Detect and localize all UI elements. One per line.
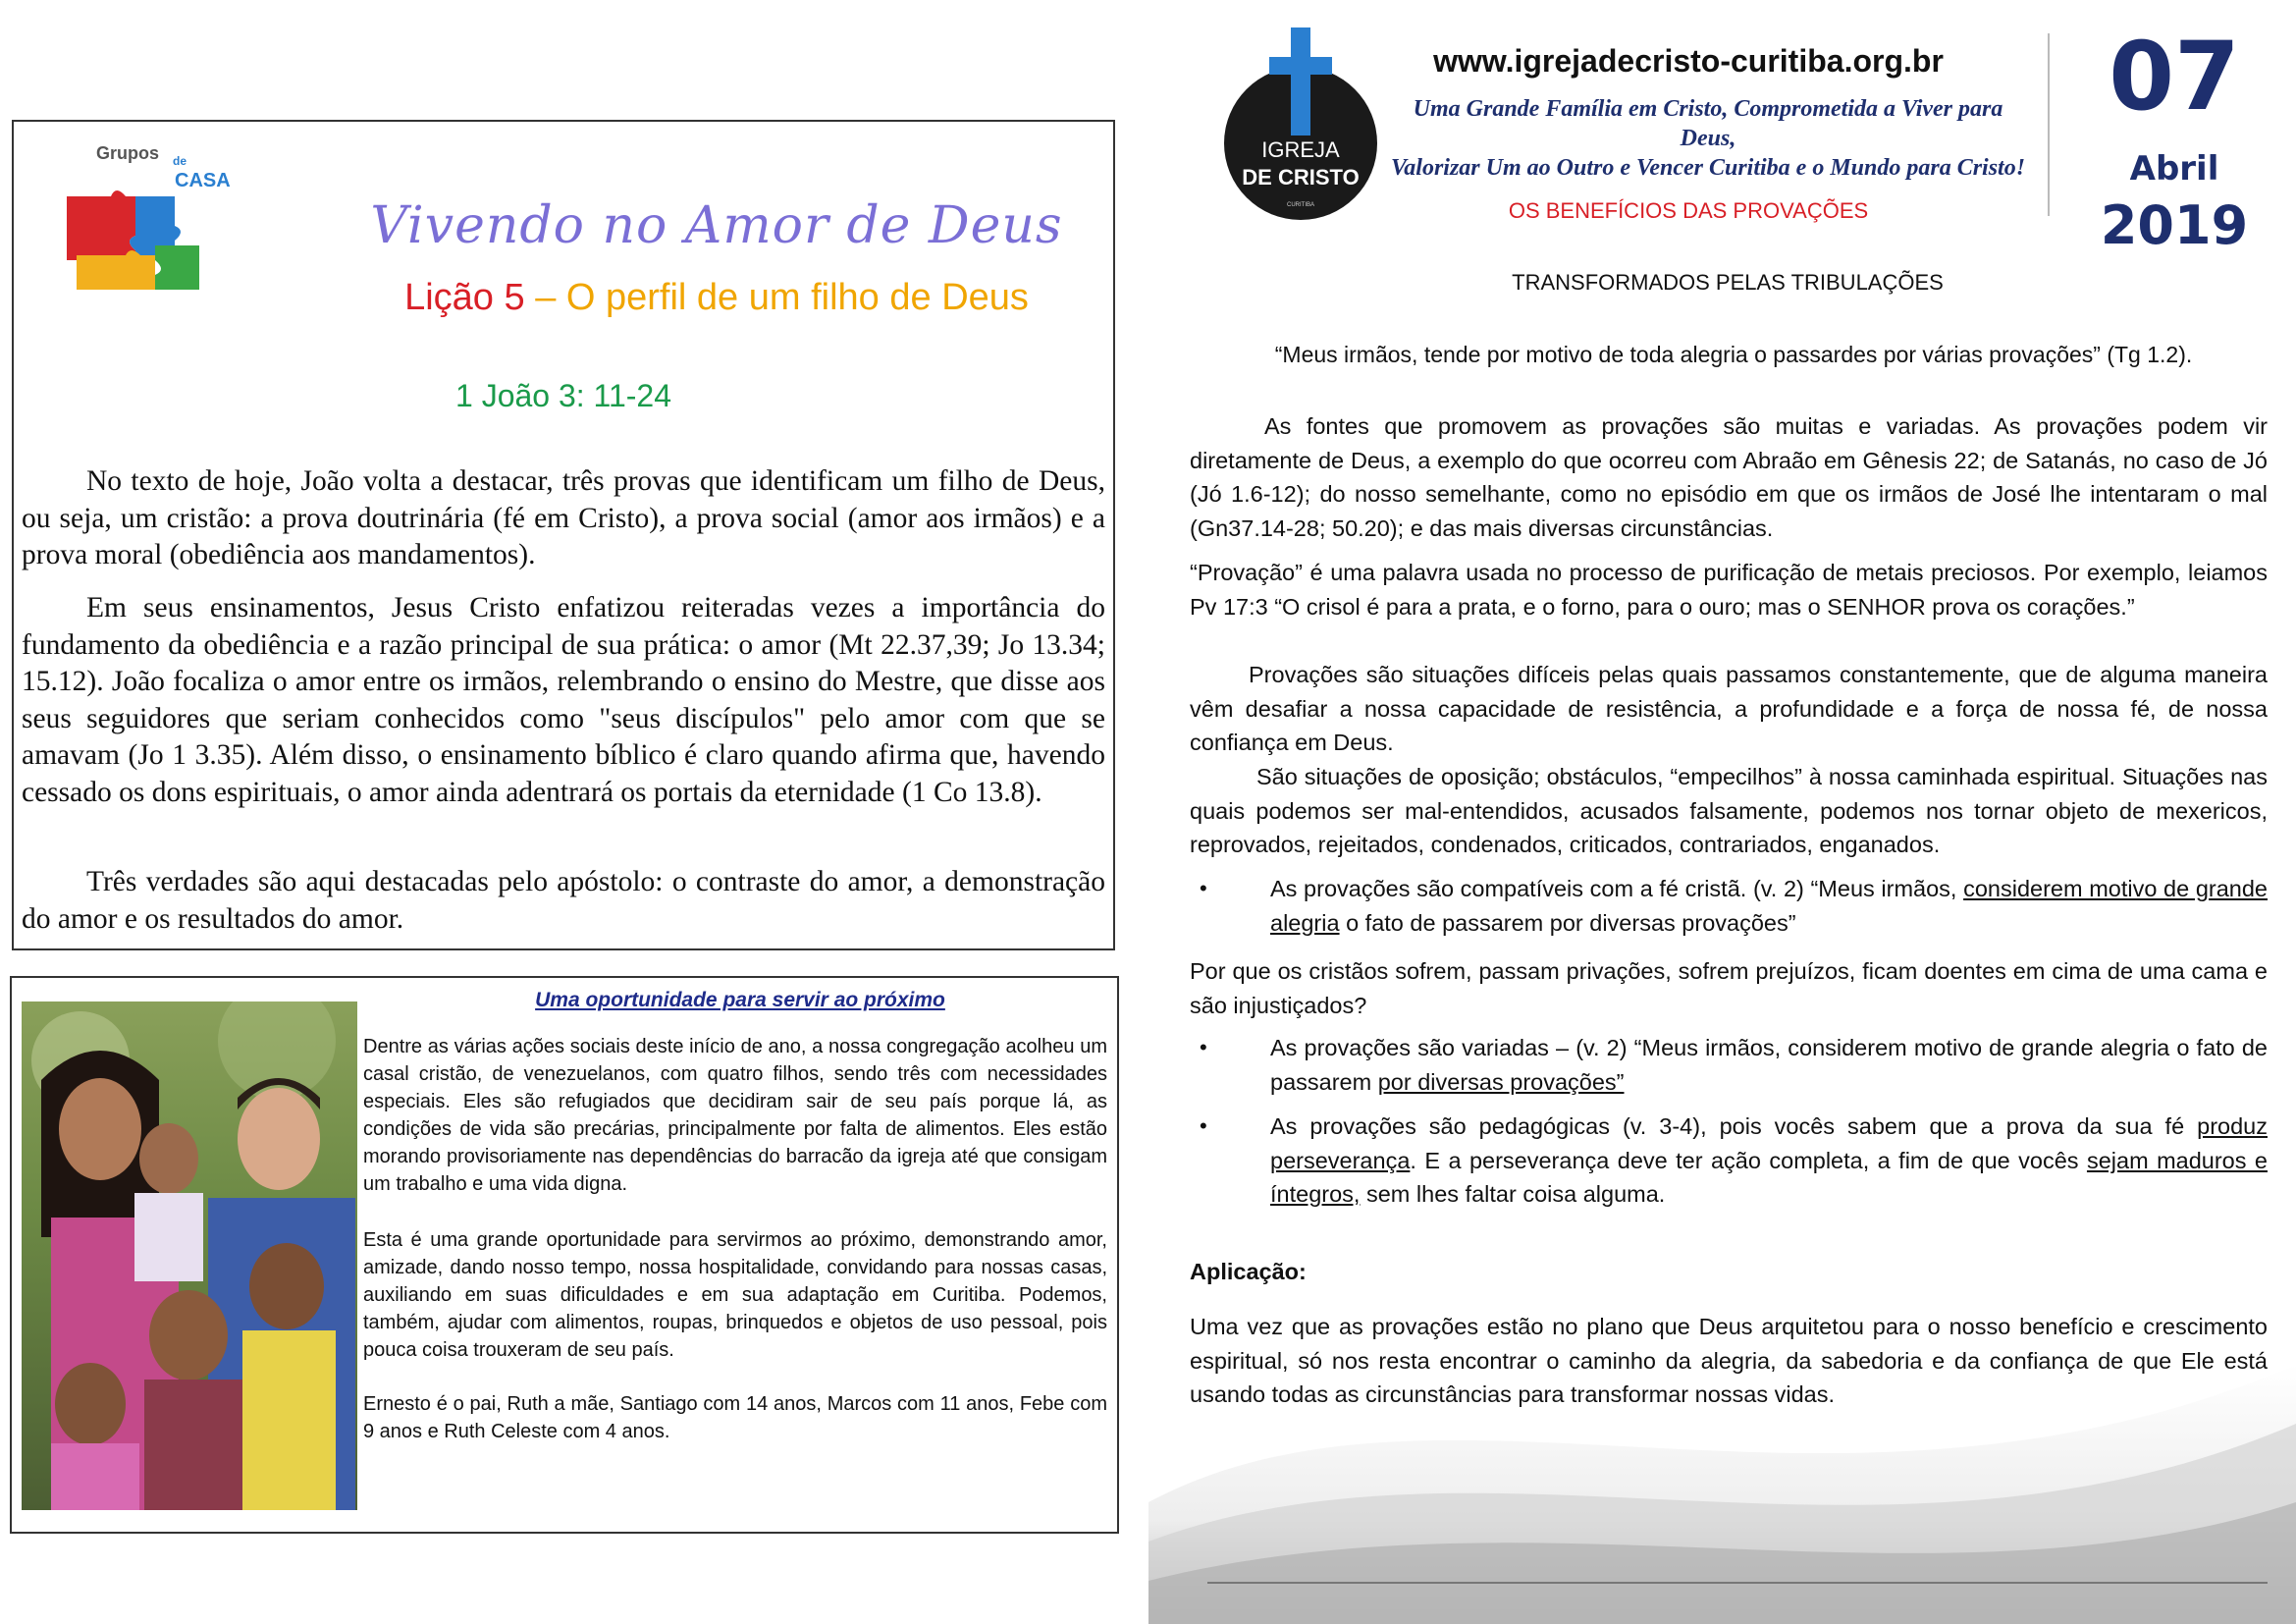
sermon-subtitle: TRANSFORMADOS PELAS TRIBULAÇÕES [1512,270,1944,295]
bullet-icon: • [1200,1035,1207,1059]
sermon-paragraph-oposicao: São situações de oposição; obstáculos, “empecilhos” à nossa caminhada espiritual. Situações nas quais podemos ser mal-entendidos, acusados falsamente, podemos nos tornar objeto de mexericos, reprovados, rejeitados, condenados, criticados, contrariados, enganados. [1190,764,2268,857]
logo-text-curitiba: CURITIBA [1286,202,1315,208]
bible-reference: 1 João 3: 11-24 [455,378,672,413]
logo-text-grupos: Grupos [96,143,160,163]
lesson-title: Vivendo no Amor de Deus [370,196,1063,255]
bullet-item-variadas: As provações são variadas – (v. 2) “Meus irmãos, considerem motivo de grande alegria o fato de passarem por diversas provações” [1270,1035,2268,1095]
bullet-item-pedagogicas: As provações são pedagógicas (v. 3-4), pois vocês sabem que a prova da sua fé produz perseverança. E a perseverança deve ter ação completa, a fim de que vocês sejam maduros e íntegros, sem lhes faltar coisa alguma. [1270,1113,2268,1207]
lesson-paragraph: Em seus ensinamentos, Jesus Cristo enfatizou reiteradas vezes a importância do fundamento da obediência e a razão principal de sua prática: o amor (Mt 22.37,39; Jo 13.34; 15.12). João focaliza o amor entre os irmãos, relembrando o ensino do Mestre, que disse aos seus seguidores que seriam conhecidos como "seus discípulos" pelo amor com que se amavam (Jo 1 3.35). Além disso, o ensinamento bíblico é claro quando afirma que, havendo cessado os dons espirituais, o amor ainda adentrará os portais da eternidade (1 Co 13.8). [22,592,1105,808]
bullet-item-compativeis: As provações são compatíveis com a fé cristã. (v. 2) “Meus irmãos, considerem motivo de grande alegria o fato de passarem por diversas provações” [1270,876,2269,936]
opportunity-title: Uma oportunidade para servir ao próximo [535,989,945,1011]
date-day: 07 [2109,22,2240,132]
sermon-title: OS BENEFÍCIOS DAS PROVAÇÕES [1508,198,1869,223]
lesson-number: Lição 5 [404,277,525,318]
lesson-topic: – O perfil de um filho de Deus [524,277,1029,318]
sermon-paragraph-provacao: “Provação” é uma palavra usada no processo de purificação de metais preciosos. Por exemplo, leiamos Pv 17:3 “O crisol é para a prata, e o forno, para o ouro; mas o SENHOR prova os corações.” [1190,560,2268,620]
bullet-icon: • [1200,876,1207,900]
grupos-de-casa-logo [57,137,253,295]
website-url[interactable]: www.igrejadecristo-curitiba.org.br [1433,43,1944,79]
igreja-de-cristo-logo [1220,27,1381,224]
lesson-paragraph: Três verdades são aqui destacadas pelo apóstolo: o contraste do amor, a demonstração do amor e os resultados do amor. [22,866,1105,935]
tagline-line-1: Uma Grande Família em Cristo, Comprometida a Viver para Deus, [1413,96,2003,151]
church-tagline [1384,94,2032,183]
aplicacao-paragraph: Uma vez que as provações estão no plano que Deus arquitetou para o nosso benefício e crescimento espiritual, só nos resta encontrar o caminho da alegria, da sabedoria e da confiança de que Ele está usando todas as circunstâncias para transformar nossas vidas. [1190,1314,2268,1407]
sermon-quote: “Meus irmãos, tende por motivo de toda alegria o passardes por várias provações” (Tg 1.2). [1274,342,2193,367]
date-year: 2019 [2100,194,2249,256]
header-divider [2048,33,2050,216]
sermon-paragraph-dificeis: Provações são situações difíceis pelas quais passamos constantemente, que de alguma maneira vêm desafiar a nossa capacidade de resistência, a profundidade e a força de nossa fé, de nossa confiança em Deus. [1190,662,2268,755]
logo-text-igreja: IGREJA [1261,137,1340,162]
sermon-paragraph-fontes: As fontes que promovem as provações são muitas e variadas. As provações podem vir diretamente de Deus, a exemplo do que ocorreu com Abraão em Gênesis 22; de Satanás, no caso de Jó (Jó 1.6-12); do nosso semelhante, como no episódio em que os irmãos de José lhe intentaram o mal (Gn37.14-28; 50.20); e das mais diversas circunstâncias. [1190,413,2268,541]
logo-text-de-cristo: DE CRISTO [1242,165,1360,189]
family-photo [22,1001,357,1510]
opportunity-paragraph: Dentre as várias ações sociais deste início de ano, a nossa congregação acolheu um casal cristão, de venezuelanos, com quatro filhos, sendo três com necessidades especiais. Eles são refugiados que decidiram sair de seu país porque lá, as condições de vida são precárias, principalmente por falta de alimentos. Eles estão morando provisoriamente nas dependências do barracão da igreja até que consigam um trabalho e uma vida digna. [363,1036,1107,1195]
aplicacao-heading: Aplicação: [1190,1259,1307,1284]
lesson-paragraph: No texto de hoje, João volta a destacar, três provas que identificam um filho de Deus, ou seja, um cristão: a prova doutrinária (fé em Cristo), a prova social (amor aos irmãos) e a prova moral (obediência aos mandamentos). [22,465,1105,570]
logo-text-de: de [173,154,187,168]
bullet-icon: • [1200,1113,1207,1138]
logo-text-casa: CASA [175,170,231,191]
date-month: Abril [2129,149,2219,189]
lesson-subtitle [285,277,1148,319]
puzzle-icon [67,190,199,290]
tagline-line-2: Valorizar Um ao Outro e Vencer Curitiba e o Mundo para Cristo! [1390,155,2026,181]
opportunity-paragraph: Esta é uma grande oportunidade para servirmos ao próximo, demonstrando amor, amizade, dando nosso tempo, nossa hospitalidade, convidando para nossas casas, auxiliando em suas dificuldades e em sua adaptação em Curitiba. Podemos, também, ajudar com alimentos, roupas, brinquedos e objetos de uso pessoal, pois pouca coisa trouxeram de seu país. [363,1229,1107,1361]
sermon-paragraph-porque: Por que os cristãos sofrem, passam privações, sofrem prejuízos, ficam doentes em cima de uma cama e são injustiçados? [1190,958,2268,1018]
opportunity-paragraph: Ernesto é o pai, Ruth a mãe, Santiago com 14 anos, Marcos com 11 anos, Febe com 9 anos e Ruth Celeste com 4 anos. [363,1393,1107,1442]
